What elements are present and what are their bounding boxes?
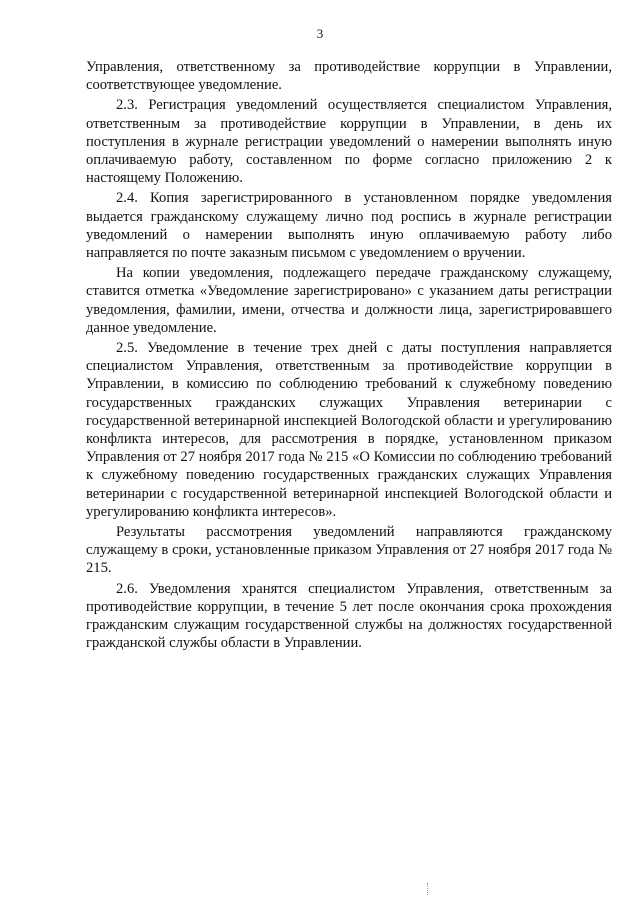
paragraph-2-4: 2.4. Копия зарегистрированного в установленном порядке уведомления выдается гражданскому служащему лично под роспись в журнале регистрации уведомлений о намерении выполнять иную оплачиваемую работу либо направляется по почте заказным письмом с уведомлением о вручении. xyxy=(86,190,612,262)
paragraph-2-4-copy-mark: На копии уведомления, подлежащего передаче гражданскому служащему, ставится отметка «Уведомление зарегистрировано» с указанием даты регистрации уведомления, фамилии, имени, отчества и должности лица, зарегистрировавшего данное уведомление. xyxy=(86,265,612,336)
scan-mark xyxy=(427,883,429,895)
paragraph-2-5: 2.5. Уведомление в течение трех дней с даты поступления направляется специалистом Управления, ответственным за противодействие коррупции в Управлении, в комиссию по соблюдению требований к служебному поведению государственных гражданских служащих Управления ветеринарии с государственной ветеринарной инспекцией Вологодской области и урегулированию конфликта интересов, для рассмотрения в порядке, установленном приказом Управления от 27 ноября 2017 года № 215 «О Комиссии по соблюдению требований к служебному поведению государственных гражданских служащих Управления ветеринарии с государственной ветеринарной инспекцией Вологодской области и урегулированию конфликта интересов». xyxy=(86,340,612,520)
paragraph-2-5-results: Результаты рассмотрения уведомлений направляются гражданскому служащему в сроки, установленные приказом Управления от 27 ноября 2017 года № 215. xyxy=(86,524,612,577)
paragraph-continuation: Управления, ответственному за противодействие коррупции в Управлении, соответствующее уведомление. xyxy=(86,59,612,94)
document-body xyxy=(86,58,612,653)
paragraph-2-6: 2.6. Уведомления хранятся специалистом Управления, ответственным за противодействие коррупции, в течение 5 лет после окончания срока прохождения гражданским служащим государственной службы на должностях государственной гражданской службы области в Управлении. xyxy=(86,580,612,652)
paragraph-2-3: 2.3. Регистрация уведомлений осуществляется специалистом Управления, ответственным за противодействие коррупции в Управлении, в день их поступления в журнале регистрации уведомлений о намерении выполнять иную оплачиваемую работу, составленном по форме согласно приложению 2 к настоящему Положению. xyxy=(86,97,612,187)
page-number: 3 xyxy=(316,26,324,41)
